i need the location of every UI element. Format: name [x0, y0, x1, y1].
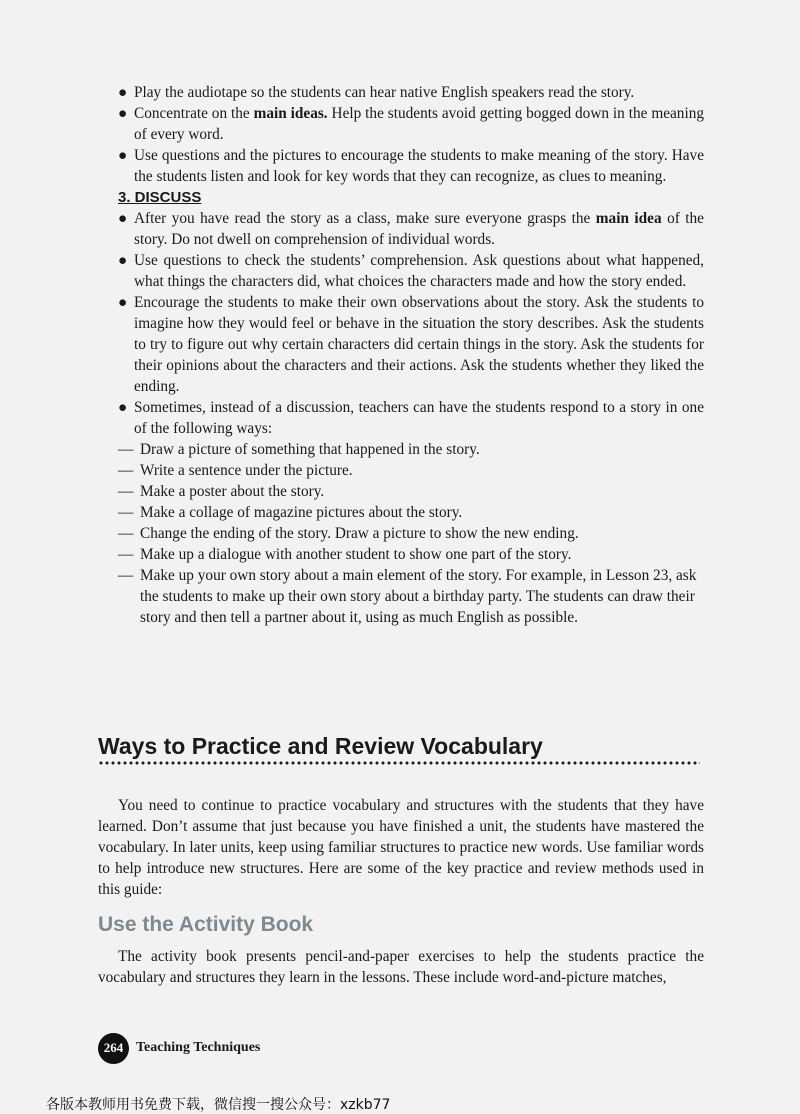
- bullet-text: Sometimes, instead of a discussion, teachers can have the students respond to a story in one of the following ways:: [134, 399, 704, 437]
- dash-icon: —: [118, 567, 134, 584]
- bullet-icon: ●: [118, 210, 128, 227]
- dash-icon: —: [118, 441, 134, 458]
- dotted-rule: [98, 760, 700, 766]
- bullet-text: Concentrate on the: [134, 105, 254, 122]
- dash-item: [98, 544, 704, 565]
- dash-text: Make a collage of magazine pictures about the story.: [140, 504, 463, 521]
- bullet-item: [98, 250, 704, 292]
- bullet-text: Play the audiotape so the students can hear native English speakers read the story.: [134, 84, 635, 101]
- bullet-icon: ●: [118, 105, 128, 122]
- section-title: Ways to Practice and Review Vocabulary: [98, 733, 543, 759]
- bold-text: main idea: [595, 210, 662, 227]
- dash-item: [98, 460, 704, 481]
- dash-icon: —: [118, 462, 134, 479]
- dash-list: [98, 439, 704, 628]
- intro-paragraph: You need to continue to practice vocabulary and structures with the students that they have learned. Don’t assume that just because you have finished a unit, the students have mastered the vocabulary. In later units, keep using familiar structures to practice new words. Use familiar words to help introduce new structures. Here are some of the key practice and review methods used in this guide:: [98, 797, 704, 898]
- dash-text: Change the ending of the story. Draw a picture to show the new ending.: [140, 525, 579, 542]
- bullet-text: of the story. Do not dwell on comprehension of individual words.: [134, 210, 704, 248]
- bullet-icon: ●: [118, 84, 128, 101]
- bullet-icon: ●: [118, 252, 128, 269]
- dash-item: [98, 565, 704, 628]
- page-number-badge: 264: [98, 1033, 129, 1064]
- bullet-item: [98, 292, 704, 397]
- dash-icon: —: [118, 525, 134, 542]
- activity-book-heading: Use the Activity Book: [98, 913, 314, 936]
- dash-icon: —: [118, 483, 134, 500]
- bullet-item: [98, 103, 704, 145]
- dash-item: [98, 502, 704, 523]
- dash-item: [98, 439, 704, 460]
- bullet-item: [98, 82, 704, 103]
- bullet-item: [98, 208, 704, 250]
- footer-label: Teaching Techniques: [136, 1040, 261, 1055]
- dash-item: [98, 481, 704, 502]
- dash-icon: —: [118, 546, 134, 563]
- bullet-text: Use questions to check the students’ comprehension. Ask questions about what happened, what things the characters did, what choices the characters made and how the story ended.: [134, 252, 704, 290]
- bullet-icon: ●: [118, 399, 128, 416]
- bullet-icon: ●: [118, 294, 128, 311]
- intro-block: [98, 795, 704, 900]
- bullet-text: Encourage the students to make their own observations about the story. Ask the students to imagine how they would feel or behave in the situation the story describes. Ask the students to try to figure out why certain characters did certain things in the story. Ask the students for their opinions about the characters and their actions. Ask the students whether they liked the ending.: [134, 294, 704, 395]
- body-text: [98, 82, 704, 628]
- dash-icon: —: [118, 504, 134, 521]
- dash-item: [98, 523, 704, 544]
- bullet-list-discuss: [98, 208, 704, 439]
- bullet-text: Use questions and the pictures to encourage the students to make meaning of the story. Have the students listen and look for key words that they can recognize, as clues to meaning.: [134, 147, 704, 185]
- discuss-heading: 3. DISCUSS: [118, 189, 202, 206]
- bullet-text: After you have read the story as a class, make sure everyone grasps the: [134, 210, 596, 227]
- bullet-item: [98, 397, 704, 439]
- dash-text: Make a poster about the story.: [140, 483, 325, 500]
- bold-text: main ideas.: [253, 105, 328, 122]
- dash-text: Make up your own story about a main element of the story. For example, in Lesson 23, ask the students to make up their own story about a birthday party. The students can draw their story and then tell a partner about it, using as much English as possible.: [140, 567, 697, 626]
- activity-paragraph: The activity book presents pencil-and-paper exercises to help the students practice the vocabulary and structures they learn in the lessons. These include word-and-picture matches,: [98, 948, 704, 986]
- watermark-text: 各版本教师用书免费下载，微信搜一搜公众号：xzkb77: [46, 1097, 391, 1113]
- activity-block: [98, 946, 704, 988]
- bullet-text: Help the students avoid getting bogged down in the meaning of every word.: [134, 105, 705, 143]
- bullet-item: [98, 145, 704, 187]
- page-footer: [98, 1032, 260, 1064]
- dash-text: Make up a dialogue with another student to show one part of the story.: [140, 546, 572, 563]
- dash-text: Write a sentence under the picture.: [140, 462, 353, 479]
- dash-text: Draw a picture of something that happened in the story.: [140, 441, 480, 458]
- bullet-list-top: [98, 82, 704, 187]
- bullet-icon: ●: [118, 147, 128, 164]
